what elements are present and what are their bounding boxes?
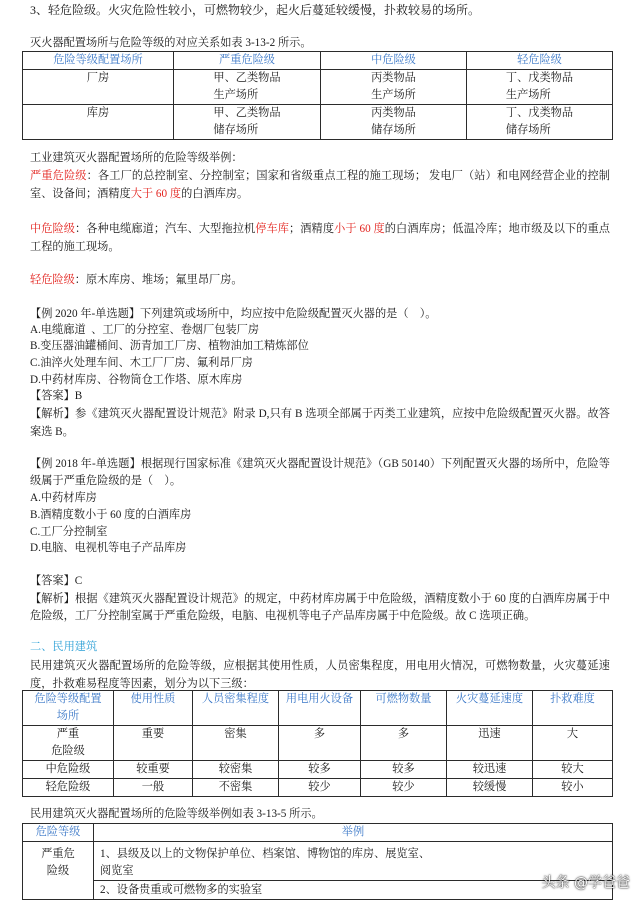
industrial-examples-intro: 工业建筑灭火器配置场所的危险等级举例： (30, 152, 243, 164)
medium-text: ：各种电缆廊道；汽车、大型拖拉机 (75, 223, 256, 235)
cell-text: 库房 (86, 107, 110, 119)
table-row (23, 779, 613, 797)
table-row (23, 881, 613, 900)
industrial-light-example (30, 272, 610, 289)
table-cell: 中危险级 (23, 761, 114, 779)
medium-text: 的白酒库房；低温冷库；地市级及以下的重点工程的施工现场。 (30, 223, 610, 253)
example-cell: 2、设备贵重或可燃物多的实验室 (94, 881, 613, 900)
table-cell (467, 70, 613, 105)
table-header-cell: 轻危险级 (467, 52, 613, 70)
table-cell: 密集 (193, 726, 279, 761)
medium-highlight: 小于 60 度 (334, 223, 385, 235)
table-cell: 一般 (114, 779, 193, 797)
table-header-cell: 人员密集程度 (193, 691, 279, 726)
table-cell (321, 105, 467, 140)
example-2020-answer: 【答案】B (30, 390, 83, 402)
example-2020-option-c: C.油淬火处理车间、木工厂厂房、氟利昂厂房 (30, 357, 253, 369)
table-header-row (23, 691, 613, 726)
light-text: ：原木库房、堆场；氟里昂厂房。 (74, 274, 243, 286)
table-cell: 较密集 (193, 761, 279, 779)
cell-text: 厂房 (86, 72, 110, 84)
table-cell: 较缓慢 (447, 779, 533, 797)
example-2018-option-b: B.酒精度数小于 60 度的白酒库房 (30, 509, 192, 521)
table-cell: 较少 (279, 779, 361, 797)
table-cell: 较迅速 (447, 761, 533, 779)
table-row (23, 70, 613, 105)
watermark: 头条 @学爸爸 (541, 875, 630, 891)
cell-text: 丙类物品 生产场所 (371, 72, 416, 101)
light-hazard-definition: 3、轻危险级。火灾危险性较小，可燃物较少，起火后蔓延较缓慢，扑救较易的场所。 (30, 3, 481, 17)
table-header-cell: 危险等级配置 场所 (23, 691, 114, 726)
table-cell (174, 105, 321, 140)
example-2018-option-a: A.中药材库房 (30, 492, 97, 504)
example-2018-option-c: C.工厂分控制室 (30, 526, 108, 538)
table-row (23, 105, 613, 140)
table-header-cell: 危险等级 (23, 824, 94, 842)
table-cell: 较多 (361, 761, 447, 779)
section-heading: 二、民用建筑 (30, 641, 98, 653)
table-cell: 较小 (533, 779, 613, 797)
table-cell (174, 70, 321, 105)
table-cell: 较大 (533, 761, 613, 779)
table-header-cell: 严重危险级 (174, 52, 321, 70)
table-cell (467, 105, 613, 140)
civil-intro: 民用建筑灭火器配置场所的危险等级，应根据其使用性质，人员密集程度，用电用火情况，可燃物数量，火灾蔓延速度，扑救难易程度等因素，划分为以下三级： (30, 660, 610, 690)
example-2020-option-b: B.变压器油罐桶间、沥青加工厂房、植物油加工精炼部位 (30, 340, 309, 352)
table-cell: 较重要 (114, 761, 193, 779)
table-header-cell: 中危险级 (321, 52, 467, 70)
table-cell: 较少 (361, 779, 447, 797)
civil-hazard-example-table (22, 823, 613, 900)
table-cell: 较多 (279, 761, 361, 779)
cell-text: 甲、乙类物品 储存场所 (213, 107, 281, 136)
table-row (23, 726, 613, 761)
industrial-hazard-level-table (22, 51, 613, 140)
example-cell: 1、县级及以上的文物保护单位、档案馆、博物馆的库房、展览室、 阅览室 (94, 842, 613, 881)
example-2018-answer: 【答案】C (30, 575, 83, 587)
table-cell (23, 70, 174, 105)
severe-highlight: 大于 60 度 (130, 188, 182, 200)
industrial-severe-example (30, 167, 610, 203)
table-cell: 重要 (114, 726, 193, 761)
table-header-cell: 危险等级配置场所 (23, 52, 174, 70)
example-2020-option-d: D.中药材库房、谷物筒仓工作塔、原木库房 (30, 374, 243, 386)
example-2020-option-a: A.电缆廊道 、工厂的分控室、卷烟厂包装厂房 (30, 324, 260, 336)
civil-hazard-factor-table (22, 690, 613, 797)
table1-caption: 灭火器配置场所与危险等级的对应关系如表 3-13-2 所示。 (30, 37, 312, 49)
table-cell: 多 (361, 726, 447, 761)
example-2018-question: 【例 2018 年-单选题】根据现行国家标准《建筑灭火器配置设计规范》（GB 50140）下列配置灭火器的场所中，危险等级属于严重危险级的是（ ）。 (30, 458, 610, 487)
table-row (23, 761, 613, 779)
table3-caption: 民用建筑灭火器配置场所的危险等级举例如表 3-13-5 所示。 (30, 808, 323, 820)
medium-highlight: 停车库 (255, 223, 290, 235)
cell-text: 丁、戊类物品 生产场所 (505, 72, 574, 101)
light-level-label: 轻危险级 (30, 274, 75, 286)
table-cell: 轻危险级 (23, 779, 114, 797)
table-cell: 多 (279, 726, 361, 761)
table-header-cell: 扑救难度 (533, 691, 613, 726)
medium-level-label: 中危险级 (30, 223, 76, 235)
table-header-row (23, 824, 613, 842)
table-header-cell: 举例 (94, 824, 613, 842)
table-header-cell: 用电用火设备 (279, 691, 361, 726)
table-cell (23, 105, 174, 140)
cell-text: 甲、乙类物品 生产场所 (213, 72, 281, 101)
medium-text: ；酒精度 (289, 223, 335, 235)
severe-text: ：各工厂的总控制室、分控制室；国家和省级重点工程的施工现场； 发电厂（站）和电网经营企业的控制室、设备间；酒精度 (30, 170, 610, 200)
table-cell (321, 70, 467, 105)
table-header-row (23, 52, 613, 70)
table-cell: 迅速 (447, 726, 533, 761)
example-2018-analysis: 【解析】根据《建筑灭火器配置设计规范》的规定，中药材库房属于中危险级，酒精度数小于 60 度的白酒库房属于中危险级，工厂分控制室属于严重危险级，电脑、电视机等电子产品库房属于中危险级。故 C 选项正确。 (30, 593, 610, 622)
table-header-cell: 使用性质 (114, 691, 193, 726)
hazard-level-cell: 严重危 险级 (23, 842, 94, 900)
table-header-cell: 火灾蔓延速度 (447, 691, 533, 726)
severe-text: 的白酒库房。 (181, 188, 249, 200)
cell-text: 丁、戊类物品 储存场所 (505, 107, 574, 136)
table-cell: 严重 危险级 (23, 726, 114, 761)
severe-level-label: 严重危险级 (30, 170, 87, 182)
industrial-medium-example (30, 220, 610, 256)
table-header-cell: 可燃物数量 (361, 691, 447, 726)
example-2018-option-d: D.电脑、电视机等电子产品库房 (30, 542, 187, 554)
table-cell: 大 (533, 726, 613, 761)
table-row (23, 842, 613, 881)
example-2020-question: 【例 2020 年-单选题】下列建筑或场所中，均应按中危险级配置灭火器的是（ ）。 (30, 308, 437, 320)
example-2020-analysis: 【解析】参《建筑灭火器配置设计规范》附录 D,只有 B 选项全部属于丙类工业建筑，应按中危险级配置灭火器。故答案选 B。 (30, 408, 610, 438)
table-cell: 不密集 (193, 779, 279, 797)
cell-text: 丙类物品 储存场所 (371, 107, 416, 136)
